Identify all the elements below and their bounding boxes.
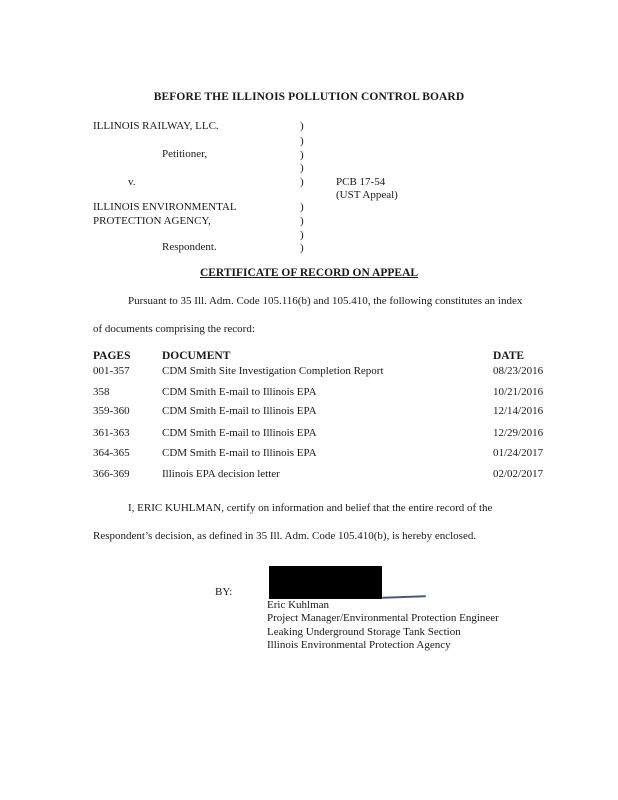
row-document: CDM Smith E-mail to Illinois EPA bbox=[162, 386, 317, 398]
certify-text-line1: I, ERIC KUHLMAN, certify on information and belief that the entire record of the bbox=[128, 502, 493, 514]
table-header-pages: PAGES bbox=[93, 350, 131, 362]
intro-text-line2: of documents comprising the record: bbox=[93, 323, 255, 335]
certify-text-line2: Respondent’s decision, as defined in 35 Ill. Adm. Code 105.410(b), is hereby enclosed. bbox=[93, 530, 477, 542]
caption-paren: ) bbox=[300, 120, 304, 132]
petitioner-name: ILLINOIS RAILWAY, LLC. bbox=[93, 120, 219, 132]
board-heading: BEFORE THE ILLINOIS POLLUTION CONTROL BOARD bbox=[153, 91, 465, 103]
caption-paren: ) bbox=[300, 229, 304, 241]
row-date: 12/14/2016 bbox=[493, 405, 544, 417]
respondent-role: Respondent. bbox=[162, 241, 217, 253]
row-document: CDM Smith E-mail to Illinois EPA bbox=[162, 447, 317, 459]
versus: v. bbox=[128, 176, 136, 188]
caption-paren: ) bbox=[300, 201, 304, 213]
caption-paren: ) bbox=[300, 162, 304, 174]
caption-paren: ) bbox=[300, 215, 304, 227]
case-number: PCB 17-54 bbox=[336, 176, 386, 188]
row-document: CDM Smith E-mail to Illinois EPA bbox=[162, 405, 317, 417]
signer-title-line1: Project Manager/Environmental Protection Engineer bbox=[267, 612, 499, 624]
table-header-date: DATE bbox=[493, 350, 525, 362]
caption-paren: ) bbox=[300, 176, 304, 188]
row-date: 08/23/2016 bbox=[493, 365, 544, 377]
row-document: CDM Smith Site Investigation Completion Report bbox=[162, 365, 384, 377]
table-header-document: DOCUMENT bbox=[162, 350, 231, 362]
respondent-name-line2: PROTECTION AGENCY, bbox=[93, 215, 211, 227]
row-pages: 358 bbox=[93, 386, 110, 398]
caption-paren: ) bbox=[300, 242, 304, 254]
caption-paren: ) bbox=[300, 149, 304, 161]
signer-title-line3: Illinois Environmental Protection Agency bbox=[267, 639, 451, 651]
row-pages: 366-369 bbox=[93, 468, 130, 480]
row-date: 01/24/2017 bbox=[493, 447, 544, 459]
signature-redaction bbox=[269, 566, 382, 599]
by-label: BY: bbox=[215, 586, 233, 598]
intro-text-line1: Pursuant to 35 Ill. Adm. Code 105.116(b) and 105.410, the following constitutes an index bbox=[128, 295, 523, 307]
row-pages: 001-357 bbox=[93, 365, 130, 377]
signature-stroke bbox=[382, 595, 426, 599]
row-document: CDM Smith E-mail to Illinois EPA bbox=[162, 427, 317, 439]
case-type: (UST Appeal) bbox=[336, 189, 398, 201]
respondent-name-line1: ILLINOIS ENVIRONMENTAL bbox=[93, 201, 237, 213]
petitioner-role: Petitioner, bbox=[162, 148, 208, 160]
row-date: 02/02/2017 bbox=[493, 468, 544, 480]
signer-name: Eric Kuhlman bbox=[267, 599, 330, 611]
caption-paren: ) bbox=[300, 135, 304, 147]
signer-title-line2: Leaking Underground Storage Tank Section bbox=[267, 626, 461, 638]
row-pages: 359-360 bbox=[93, 405, 130, 417]
row-date: 12/29/2016 bbox=[493, 427, 544, 439]
row-document: Illinois EPA decision letter bbox=[162, 468, 280, 480]
certificate-title: CERTIFICATE OF RECORD ON APPEAL bbox=[199, 267, 419, 279]
row-pages: 361-363 bbox=[93, 427, 130, 439]
row-date: 10/21/2016 bbox=[493, 386, 544, 398]
row-pages: 364-365 bbox=[93, 447, 130, 459]
